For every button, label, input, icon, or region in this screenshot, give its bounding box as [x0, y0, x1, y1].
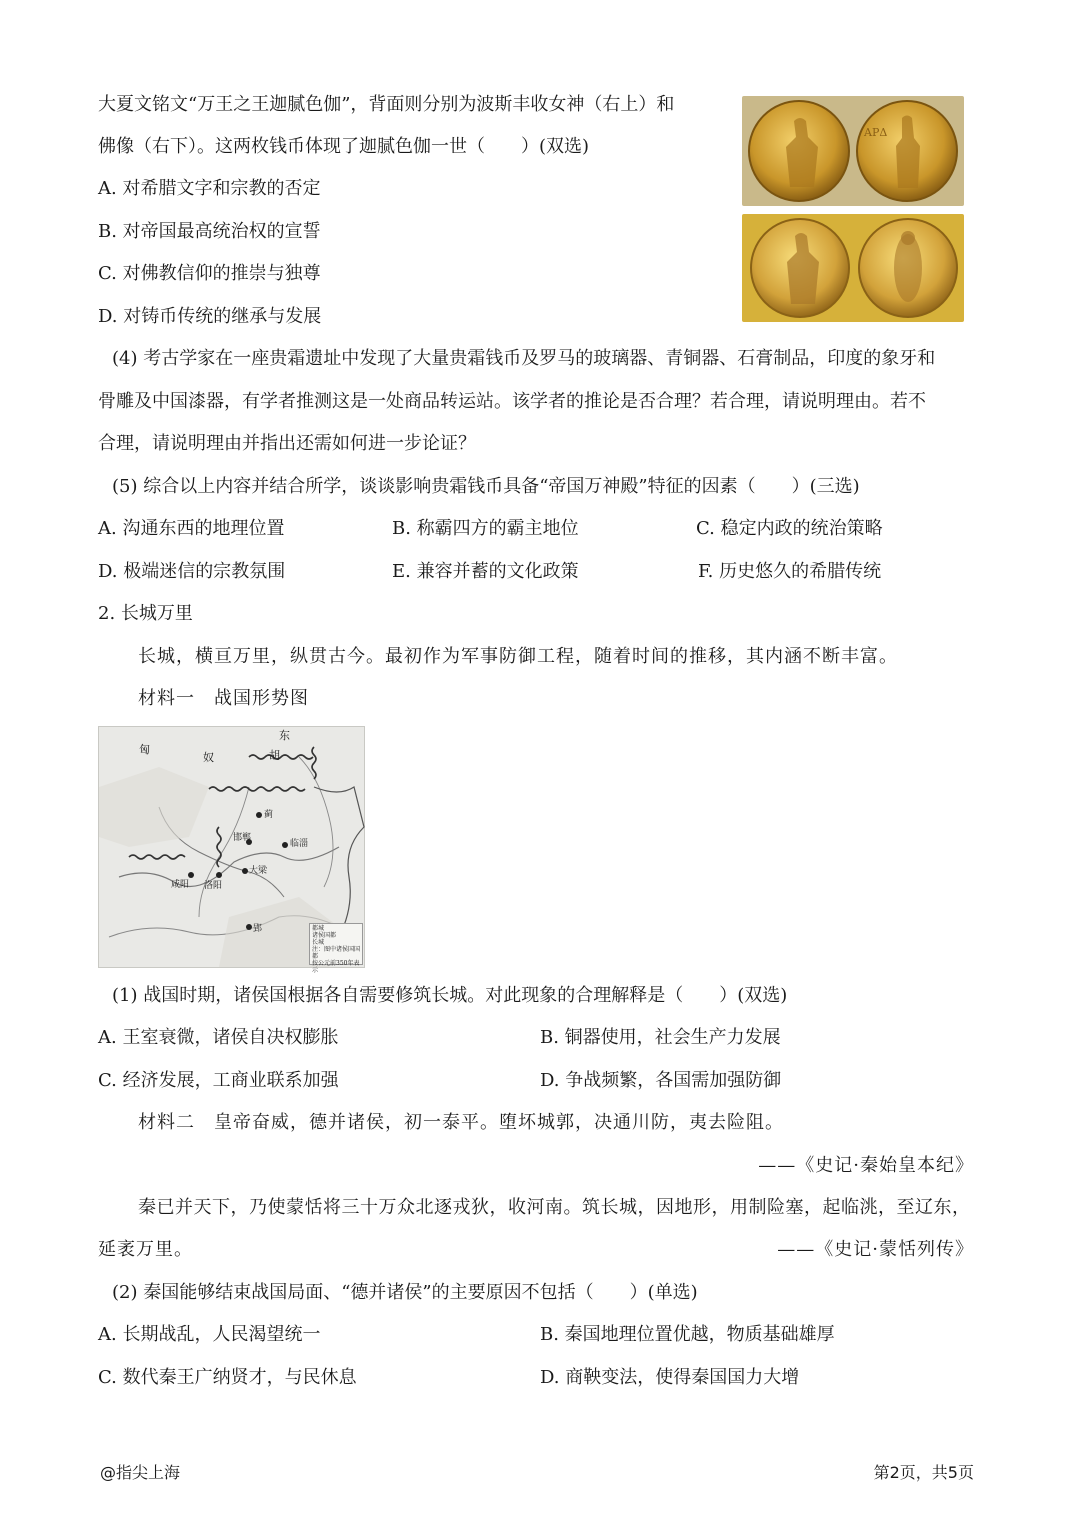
material1-label: 材料一 战国形势图	[138, 688, 309, 709]
q1-option-a: A. 对希腊文字和宗教的否定	[98, 178, 321, 199]
material2-line3: 延袤万里。	[98, 1239, 193, 1260]
legend-note-1: 注：图中诸侯国国都	[312, 946, 361, 960]
q4-line3: 合理，请说明理由并指出还需如何进一步论证？	[98, 433, 476, 454]
map-label-handan: 邯郸	[233, 833, 252, 843]
q2-1-option-b: B. 铜器使用，社会生产力发展	[540, 1027, 781, 1048]
q1-option-c: C. 对佛教信仰的推崇与独尊	[98, 263, 321, 284]
q2-1-option-d: D. 争战频繁，各国需加强防御	[540, 1070, 782, 1091]
q5-option-b: B. 称霸四方的霸主地位	[392, 518, 579, 539]
q4-line1: (4) 考古学家在一座贵霜遗址中发现了大量贵霜钱币及罗马的玻璃器、青铜器、石膏制品，印度的象牙和	[112, 348, 936, 369]
q2-2-option-d: D. 商鞅变法，使得秦国国力大增	[540, 1367, 800, 1388]
map-label-ji: 蓟	[264, 810, 274, 820]
material2-source1: ——《史记·秦始皇本纪》	[758, 1155, 974, 1176]
map-label-xiong: 匈	[139, 743, 150, 756]
map-label-daliang: 大梁	[249, 866, 268, 876]
coin-pair-bottom-illustration	[742, 214, 964, 322]
legend-note-2: 按公元前350年表示	[312, 960, 360, 974]
q2-2-option-a: A. 长期战乱，人民渴望统一	[98, 1324, 321, 1345]
q1-stem-line2: 佛像（右下）。这两枚钱币体现了迦腻色伽一世（ ）(双选)	[98, 136, 590, 157]
legend-wall: 长城	[312, 939, 325, 946]
map-label-hu: 胡	[269, 749, 280, 762]
q2-2-option-b: B. 秦国地理位置优越，物质基础雄厚	[540, 1324, 835, 1345]
q5-option-c: C. 稳定内政的统治策略	[696, 518, 883, 539]
material2-source2: ——《史记·蒙恬列传》	[777, 1239, 974, 1260]
map-label-xianyang: 咸阳	[171, 880, 190, 890]
legend-state-capital: 诸侯国都	[312, 932, 337, 939]
q5-option-e: E. 兼容并蓄的文化政策	[392, 561, 579, 582]
map-legend	[309, 923, 363, 974]
q4-line2: 骨雕及中国漆器，有学者推测这是一处商品转运站。该学者的推论是否合理？若合理，请说明理由。若不	[98, 391, 926, 412]
map-label-ying: 郢	[253, 924, 263, 934]
q1-option-d: D. 对铸币传统的继承与发展	[98, 306, 322, 327]
q1-stem-line1: 大夏文铭文“万王之王迦腻色伽”，背面则分别为波斯丰收女神（右上）和	[98, 94, 675, 115]
q2-1-option-c: C. 经济发展，工商业联系加强	[98, 1070, 339, 1091]
coin-panel-top	[742, 96, 964, 206]
map-label-nu: 奴	[203, 751, 214, 764]
coin-pair-top-illustration	[742, 96, 964, 206]
map-label-luoyang: 洛阳	[204, 881, 223, 891]
warring-states-map	[98, 726, 365, 974]
q1-option-b: B. 对帝国最高统治权的宣誓	[98, 221, 321, 242]
q2-1-option-a: A. 王室衰微，诸侯自决权膨胀	[98, 1027, 339, 1048]
map-label-dong: 东	[279, 729, 290, 742]
q5-stem: (5) 综合以上内容并结合所学，谈谈影响贵霜钱币具备“帝国万神殿”特征的因素（ ）(三选)	[112, 476, 860, 497]
map-label-linzi: 临淄	[290, 839, 309, 849]
q2-2-option-c: C. 数代秦王广纳贤才，与民休息	[98, 1367, 357, 1388]
svg-text:ΑΡΔ: ΑΡΔ	[864, 126, 888, 139]
q5-option-f: F. 历史悠久的希腊传统	[698, 561, 882, 582]
section2-title: 2. 长城万里	[98, 603, 193, 624]
section2-intro: 长城，横亘万里，纵贯古今。最初作为军事防御工程，随着时间的推移，其内涵不断丰富。	[138, 646, 898, 667]
coin-panel-bottom	[742, 214, 964, 322]
footer-page-number: 第2页，共5页	[873, 1463, 974, 1482]
footer-source: @指尖上海	[100, 1463, 181, 1482]
q5-option-d: D. 极端迷信的宗教氛围	[98, 561, 286, 582]
material2-line2: 秦已并天下，乃使蒙恬将三十万众北逐戎狄，收河南。筑长城，因地形，用制险塞，起临洮，至辽东，	[138, 1197, 971, 1218]
q2-1-stem: (1) 战国时期，诸侯国根据各自需要修筑长城。对此现象的合理解释是（ ）(双选)	[112, 985, 788, 1006]
q5-option-a: A. 沟通东西的地理位置	[98, 518, 285, 539]
legend-capital: 都城	[312, 925, 325, 932]
q2-2-stem: (2) 秦国能够结束战国局面、“德并诸侯”的主要原因不包括（ ）(单选)	[112, 1282, 698, 1303]
material2-line1: 材料二 皇帝奋威，德并诸侯，初一泰平。堕坏城郭，决通川防，夷去险阻。	[138, 1112, 784, 1133]
